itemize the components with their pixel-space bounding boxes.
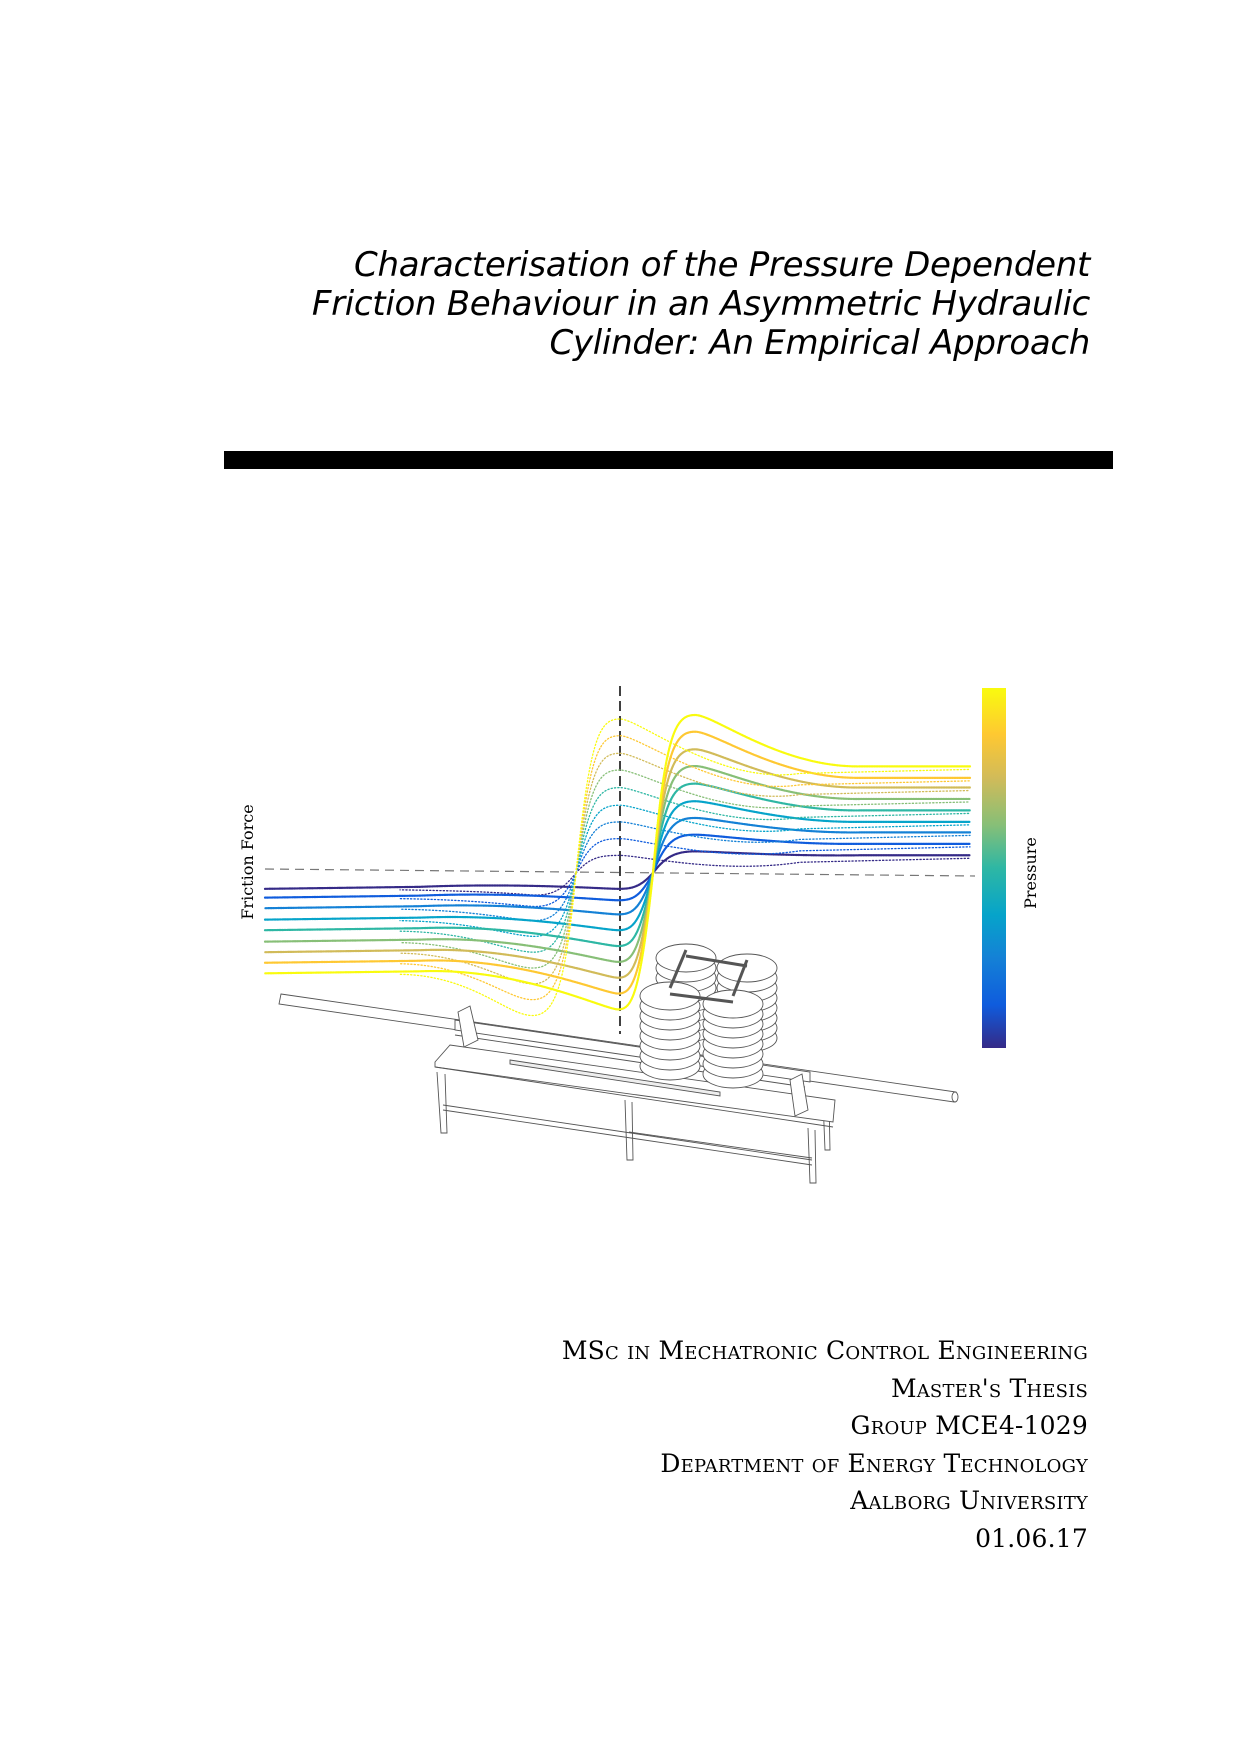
colorbar-label: Pressure (1021, 837, 1040, 909)
title-line-2: Friction Behaviour in an Asymmetric Hydraulic (311, 284, 1090, 324)
friction-curve (265, 873, 653, 994)
friction-curve (265, 873, 653, 889)
date: 01.06.17 (975, 1523, 1088, 1553)
programme: MSc in Mechatronic Control Engineering (561, 1336, 1088, 1365)
friction-curve (653, 835, 970, 873)
title-line-1: Characterisation of the Pressure Dependent (354, 245, 1090, 285)
title-line-3: Cylinder: An Empirical Approach (549, 323, 1090, 363)
friction-curve (576, 822, 970, 873)
friction-curve (265, 873, 653, 930)
friction-curves (265, 715, 970, 1015)
pressure-colorbar (982, 688, 1006, 1048)
weight-stacks (640, 944, 777, 1088)
group-id: Group MCE4-1029 (850, 1411, 1088, 1440)
friction-curve (400, 873, 576, 895)
thesis-info (328, 1332, 1088, 1557)
y-axis-label: Friction Force (238, 804, 257, 920)
thesis-type: Master's Thesis (890, 1373, 1088, 1403)
department: Department of Energy Technology (660, 1448, 1088, 1478)
friction-curve (576, 736, 970, 873)
test-bench-illustration (279, 944, 958, 1183)
friction-curve (576, 855, 970, 873)
weight-disc (717, 954, 777, 982)
university: Aalborg University (850, 1486, 1088, 1515)
friction-curve (265, 873, 653, 946)
